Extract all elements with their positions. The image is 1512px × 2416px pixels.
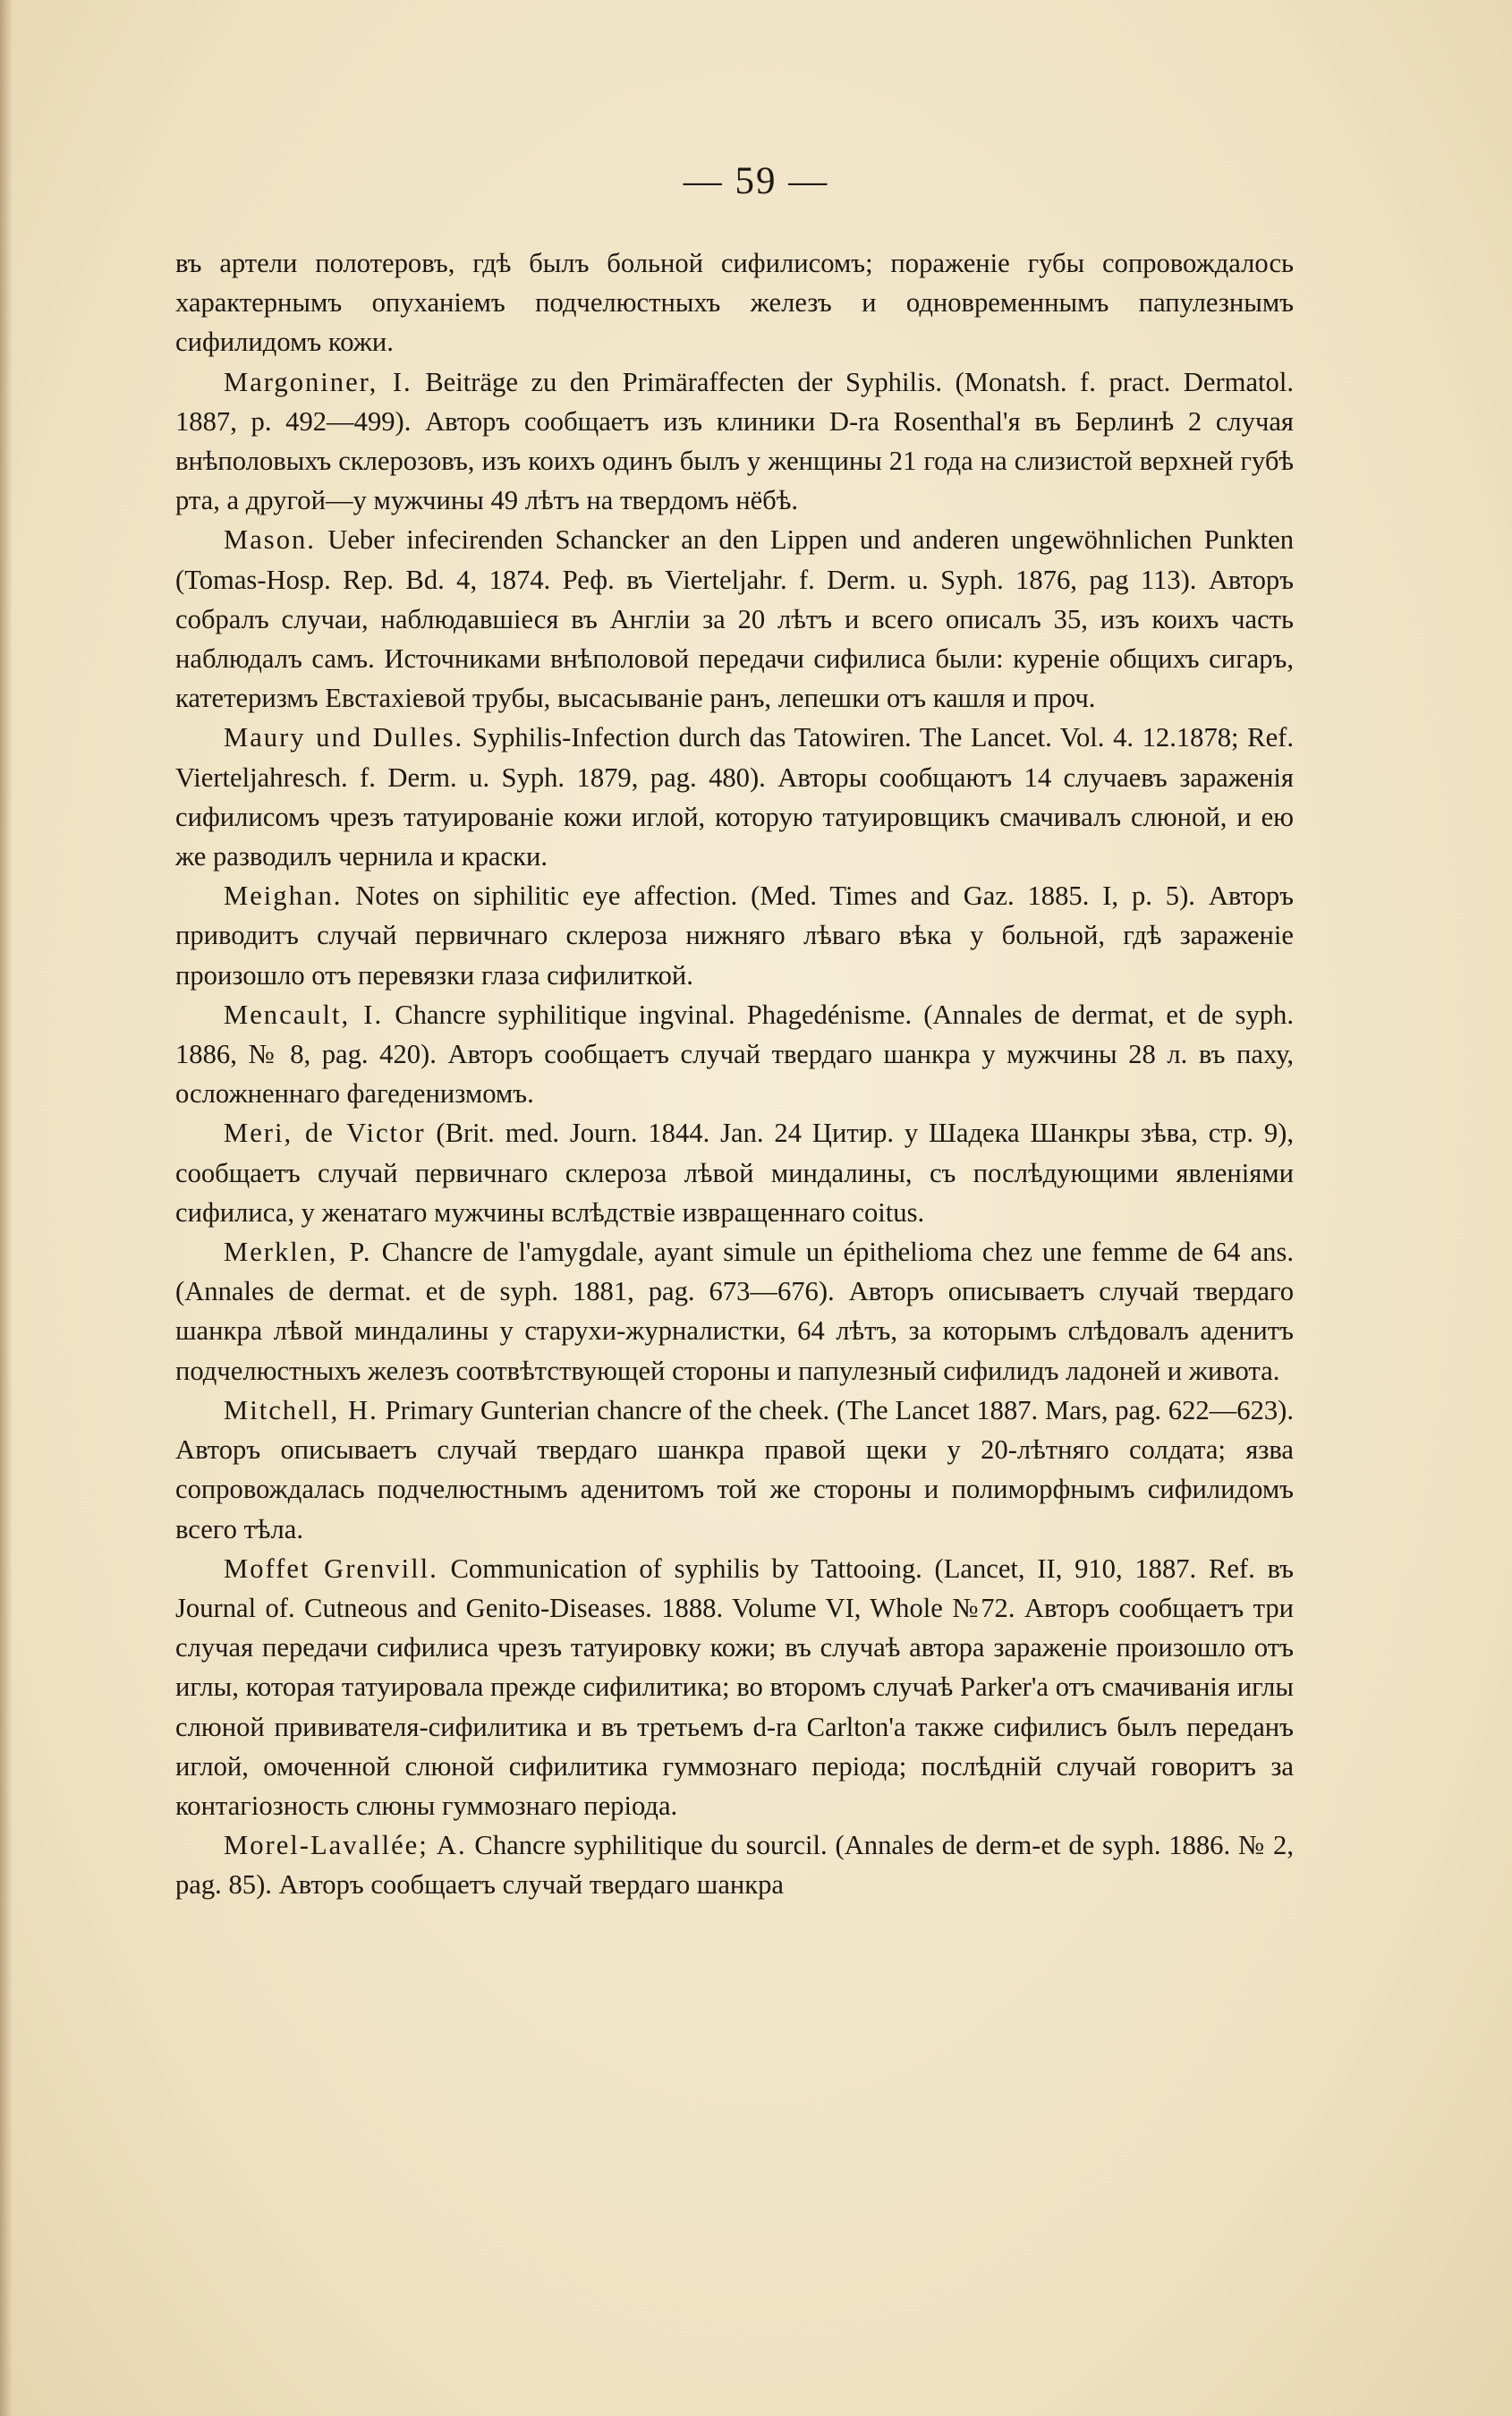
- entry-author: Morel-Lavallée; A.: [224, 1830, 467, 1861]
- entry-author: Maury und Dulles.: [224, 722, 464, 753]
- bibliography-entry: [175, 1825, 1294, 1904]
- entry-text: Primary Gunterian chancre of the cheek. (The Lancet 1887. Mars, pag. 622—623). Авторъ описываетъ случай твердаго шанкра правой щеки у 20-лѣтняго солдата; язва сопровождалась подчелюстнымъ аденитомъ той же стороны и полиморфнымъ сифилидомъ всего тѣла.: [175, 1394, 1295, 1544]
- bibliography-entry: [175, 1113, 1294, 1232]
- entry-text: Chancre de l'amygdale, ayant simule un épithelioma chez une femme de 64 ans. (Annales de dermat. et de syph. 1881, pag. 673—676). Авторъ описываетъ случай твердаго шанкра лѣвой миндалины у старухи-журналистки, 64 лѣтъ, за которымъ слѣдовалъ аденитъ подчелюстныхъ железъ соотвѣтствующей стороны и папулезный сифилидъ ладоней и живота.: [175, 1237, 1294, 1386]
- entry-text: Chancre syphilitique du sourcil. (Annales de derm-et de syph. 1886. № 2, pag. 85). Авторъ сообщаетъ случай твердаго шанкра: [175, 1830, 1294, 1901]
- bibliography-entry: [175, 995, 1294, 1114]
- bibliography-entry: [175, 1549, 1294, 1825]
- entry-text: Chancre syphilitique ingvinal. Phagedénisme. (Annales de dermat, et de syph. 1886, № 8, pag. 420). Авторъ сообщаетъ случай твердаго шанкра у мужчины 28 л. въ паху, осложненнаго фагеденизмомъ.: [175, 999, 1294, 1110]
- entry-author: Mencault, I.: [224, 999, 384, 1030]
- page-edge-shadow: [0, 0, 13, 2416]
- bibliography-entry: [175, 718, 1294, 876]
- entry-author: Meighan.: [224, 880, 343, 912]
- bibliography-entry: [175, 1232, 1294, 1391]
- entry-author: Margoniner, I.: [224, 366, 412, 397]
- entry-text: (Brit. med. Journ. 1844. Jan. 24 Цитир. у Шадека Шанкры зѣва, стр. 9), сообщаетъ случай первичнаго склероза лѣвой миндалины, съ послѣдующими явленіями сифилиса, у женатаго мужчины вслѣдствіе извращеннаго coitus.: [175, 1118, 1295, 1228]
- entry-author: Mitchell, H.: [224, 1394, 378, 1425]
- entry-text: Notes on siphilitic eye affection. (Med. Times and Gaz. 1885. I, p. 5). Авторъ приводитъ случай первичнаго склероза нижняго лѣваго вѣка у больной, гдѣ зараженіе произошло отъ перевязки глаза сифилиткой.: [175, 880, 1294, 991]
- bibliography-entry: [175, 876, 1294, 995]
- entry-text: Ueber infecirenden Schancker an den Lippen und anderen ungewöhnlichen Punkten (Tomas-Hosp. Rep. Bd. 4, 1874. Реф. въ Vierteljahr. f. Derm. u. Syph. 1876, pag 113). Авторъ собралъ случаи, наблюдавшіеся въ Англіи за 20 лѣтъ и всего описалъ 35, изъ коихъ часть наблюдалъ самъ. Источниками внѣполовой передачи сифилиса были: куреніе общихъ сигаръ, катетеризмъ Евстахіевой трубы, высасываніе ранъ, лепешки отъ кашля и проч.: [175, 524, 1294, 714]
- entry-text: Syphilis-Infection durch das Tatowiren. The Lancet. Vol. 4. 12.1878; Ref. Vierteljahresch. f. Derm. u. Syph. 1879, pag. 480). Авторы сообщаютъ 14 случаевъ зараженія сифилисомъ чрезъ татуированіе кожи иглой, которую татуировщикъ смачивалъ слюной, и ею же разводилъ чернила и краски.: [175, 722, 1294, 872]
- bibliography-entry: [175, 520, 1294, 718]
- paragraph-continuation: [175, 243, 1294, 362]
- entry-text: Communication of syphilis by Tattooing. (Lancet, II, 910, 1887. Ref. въ Journal of. Cutneous and Genito-Diseases. 1888. Volume VI, Whole №72. Авторъ сообщаетъ три случая передачи сифилиса чрезъ татуировку кожи; въ случаѣ автора зараженіе произошло отъ иглы, которая татуировала прежде сифилитика; во второмъ случаѣ Parker'а отъ смачиванія иглы слюной прививателя-сифилитика и въ третьемъ d-ra Carlton'а также сифилисъ былъ переданъ иглой, омоченной слюной сифилитика гуммознаго періода; послѣдній случай говоритъ за контагіозность слюны гуммознаго періода.: [175, 1553, 1295, 1821]
- entry-author: Moffet Grenvill.: [224, 1553, 438, 1584]
- entry-author: Mason.: [224, 524, 316, 556]
- bibliography-entry: [175, 362, 1294, 521]
- page-number: — 59 —: [683, 160, 829, 202]
- entry-author: Merklen, P.: [224, 1237, 372, 1268]
- bibliography-entry: [175, 1391, 1294, 1549]
- entry-text: Beiträge zu den Primäraffecten der Syphilis. (Monatsh. f. pract. Dermatol. 1887, p. 492—499). Авторъ сообщаетъ изъ клиники D-ra Rosenthal'я въ Берлинѣ 2 случая внѣполовыхъ склерозовъ, изъ коихъ одинъ былъ у женщины 21 года на слизистой верхней губѣ рта, а другой—у мужчины 49 лѣтъ на твердомъ нёбѣ.: [175, 366, 1294, 516]
- paragraph-text: въ артели полотеровъ, гдѣ былъ больной сифилисомъ; пораженіе губы сопровождалось характернымъ опуханіемъ подчелюстныхъ железъ и одновременнымъ папулезнымъ сифилидомъ кожи.: [175, 248, 1294, 358]
- page-body: [175, 243, 1294, 1905]
- entry-author: Meri, de Victor: [224, 1118, 426, 1149]
